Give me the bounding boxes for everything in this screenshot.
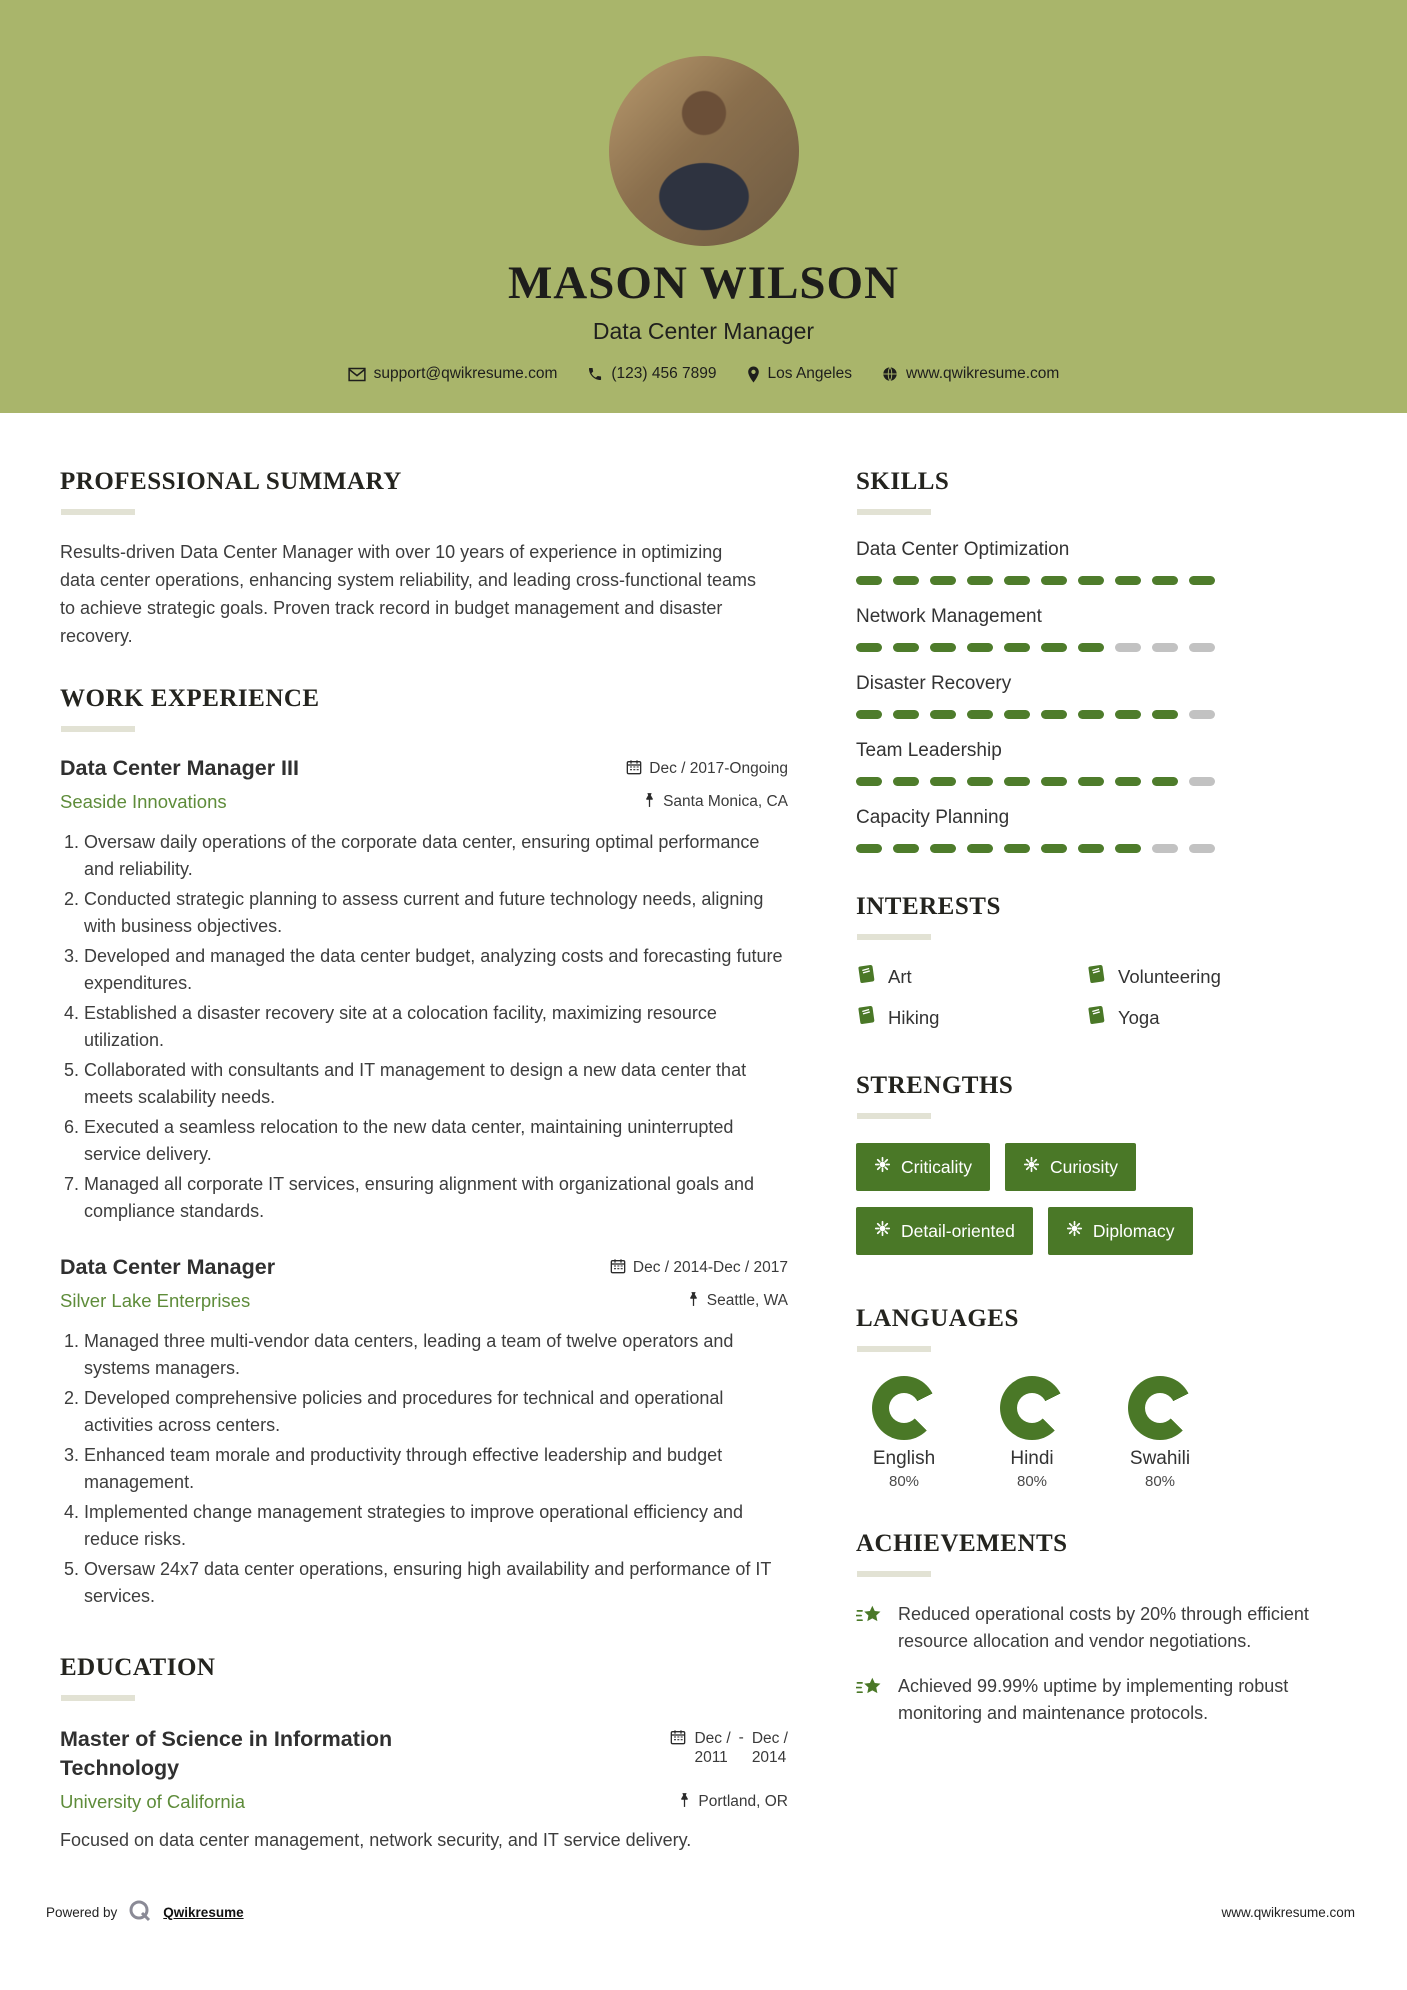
- skill-level-segment: [1004, 777, 1030, 786]
- skill-name: Team Leadership: [856, 740, 1002, 761]
- skill-level-segment: [930, 576, 956, 585]
- qwikresume-logo-icon: [127, 1898, 153, 1927]
- skill-level-segment: [1115, 643, 1141, 652]
- starburst-icon: [874, 1220, 891, 1242]
- language-progress-ring: [872, 1376, 936, 1440]
- interests-heading: INTERESTS: [856, 893, 1001, 920]
- contact-text: (123) 456 7899: [611, 365, 717, 382]
- skill-level-segment: [967, 576, 993, 585]
- achievement-item: [856, 1601, 1355, 1655]
- language-progress-ring: [1000, 1376, 1064, 1440]
- date-text: Dec /: [751, 1729, 788, 1747]
- strength-badge: [856, 1143, 990, 1191]
- languages-heading: LANGUAGES: [856, 1305, 1019, 1332]
- contact-item[interactable]: [747, 365, 852, 383]
- section-rule: [857, 934, 931, 940]
- skill-level-segment: [1189, 643, 1215, 652]
- skill-level-segment: [1152, 777, 1178, 786]
- interest-item: [1086, 1005, 1316, 1030]
- left-column: [60, 468, 788, 1888]
- pin-icon: [678, 1792, 691, 1813]
- job-title: Data Center Manager: [60, 1254, 276, 1279]
- skill-level-segment: [1004, 710, 1030, 719]
- skill-level-segment: [1115, 777, 1141, 786]
- skill-item: [856, 606, 1355, 652]
- date-separator: -: [738, 1728, 744, 1746]
- site-link[interactable]: www.qwikresume.com: [1221, 1905, 1355, 1920]
- book-icon: [1086, 964, 1106, 989]
- job-entry: [60, 1255, 788, 1610]
- experience-bullet: 4. Implemented change management strategies to improve operational efficiency and reduce risks.: [84, 1499, 788, 1553]
- contact-text: Los Angeles: [767, 365, 852, 382]
- skill-level-meter: [856, 777, 1355, 786]
- experience-bullet: 2. Conducted strategic planning to assess current and future technology needs, aligning with business objectives.: [84, 886, 788, 940]
- skill-name: Network Management: [856, 606, 1042, 627]
- language-name: Swahili: [1129, 1448, 1191, 1469]
- experience-bullet: 1. Managed three multi-vendor data centers, leading a team of twelve operators and systems managers.: [84, 1328, 788, 1382]
- skill-level-segment: [967, 643, 993, 652]
- achievement-star-icon: [856, 1601, 884, 1655]
- section-rule: [61, 1695, 135, 1701]
- strength-label: Detail-oriented: [901, 1220, 1015, 1241]
- education-section: [60, 1654, 788, 1854]
- skill-level-segment: [856, 844, 882, 853]
- skills-heading: SKILLS: [856, 468, 950, 495]
- language-name: English: [872, 1448, 936, 1469]
- language-progress-ring: [1128, 1376, 1192, 1440]
- section-rule: [857, 1571, 931, 1577]
- job-bullet-list: [60, 829, 788, 1225]
- experience-bullet: 3. Developed and managed the data center budget, analyzing costs and forecasting future expenditures.: [84, 943, 788, 997]
- language-item: [1112, 1376, 1208, 1490]
- skill-level-segment: [1152, 844, 1178, 853]
- location-icon: [747, 366, 760, 383]
- contact-item[interactable]: [348, 365, 558, 383]
- job-location-text: Santa Monica, CA: [663, 793, 788, 811]
- languages-row: [856, 1376, 1355, 1490]
- skill-level-segment: [1189, 844, 1215, 853]
- powered-by-label: Powered by: [46, 1905, 118, 1920]
- skill-level-segment: [1041, 576, 1067, 585]
- header-band: [0, 0, 1407, 413]
- skill-name: Disaster Recovery: [856, 673, 1012, 694]
- calendar-icon: [626, 759, 642, 780]
- skill-level-segment: [1078, 710, 1104, 719]
- strength-label: Curiosity: [1049, 1156, 1119, 1177]
- skill-level-segment: [1115, 576, 1141, 585]
- section-rule: [857, 1346, 931, 1352]
- date-text: Dec /: [694, 1729, 731, 1747]
- skill-level-segment: [856, 643, 882, 652]
- education-date-end: [752, 1729, 788, 1768]
- skill-level-segment: [1078, 643, 1104, 652]
- section-rule: [61, 726, 135, 732]
- experience-bullet: 3. Enhanced team morale and productivity through effective leadership and budget management.: [84, 1442, 788, 1496]
- strength-badge: [856, 1207, 1033, 1255]
- strengths-list: [856, 1143, 1276, 1271]
- experience-bullet: 5. Oversaw 24x7 data center operations, ensuring high availability and performance of IT services.: [84, 1556, 788, 1610]
- content-columns: [0, 413, 1407, 1888]
- person-job-title: Data Center Manager: [592, 318, 815, 344]
- skill-level-segment: [967, 777, 993, 786]
- skill-level-segment: [856, 710, 882, 719]
- contact-item[interactable]: [587, 365, 716, 383]
- email-icon: [348, 367, 366, 382]
- experience-bullet: 2. Developed comprehensive policies and procedures for technical and operational activities across centers.: [84, 1385, 788, 1439]
- section-rule: [61, 509, 135, 515]
- date-text: 2014: [751, 1748, 787, 1766]
- skill-level-meter: [856, 576, 1355, 585]
- experience-bullet: 5. Collaborated with consultants and IT management to design a new data center that meets scalability needs.: [84, 1057, 788, 1111]
- achievement-text: Reduced operational costs by 20% through efficient resource allocation and vendor negotiations.: [898, 1604, 1309, 1651]
- skill-level-segment: [930, 844, 956, 853]
- section-rule: [857, 509, 931, 515]
- skill-level-meter: [856, 844, 1355, 853]
- experience-bullet: 6. Executed a seamless relocation to the new data center, maintaining uninterrupted service delivery.: [84, 1114, 788, 1168]
- skill-level-segment: [1189, 777, 1215, 786]
- job-date-text: Dec / 2014-Dec / 2017: [632, 1259, 788, 1277]
- education-heading: EDUCATION: [60, 1653, 216, 1681]
- person-name: MASON WILSON: [507, 257, 900, 309]
- skill-item: [856, 673, 1355, 719]
- interests-grid: [856, 964, 1355, 1030]
- interests-section: [856, 893, 1355, 1030]
- language-percent: 80%: [1016, 1473, 1048, 1490]
- strength-label: Criticality: [901, 1156, 972, 1177]
- experience-bullet: 7. Managed all corporate IT services, ensuring alignment with organizational goals and compliance standards.: [84, 1171, 788, 1225]
- achievement-item: [856, 1673, 1355, 1727]
- skill-level-segment: [930, 777, 956, 786]
- strengths-section: [856, 1072, 1355, 1271]
- skill-item: [856, 539, 1355, 585]
- skill-level-segment: [1189, 710, 1215, 719]
- skill-level-segment: [1152, 643, 1178, 652]
- starburst-icon: [874, 1156, 891, 1178]
- skill-level-segment: [1115, 844, 1141, 853]
- strength-badge: [1048, 1207, 1193, 1255]
- contact-row: [0, 365, 1407, 383]
- skill-level-segment: [930, 643, 956, 652]
- achievements-list: [856, 1601, 1355, 1727]
- company-name: Seaside Innovations: [60, 790, 227, 812]
- summary-section: [60, 468, 788, 651]
- skill-level-segment: [893, 844, 919, 853]
- skill-name: Data Center Optimization: [856, 539, 1070, 560]
- interest-label: Hiking: [888, 1006, 940, 1028]
- skill-level-segment: [1115, 710, 1141, 719]
- skill-level-meter: [856, 643, 1355, 652]
- footer: [46, 1898, 1355, 1927]
- education-date-start: [694, 1729, 730, 1768]
- skill-level-segment: [893, 576, 919, 585]
- skill-level-segment: [893, 710, 919, 719]
- interest-label: Volunteering: [1118, 965, 1221, 987]
- starburst-icon: [1066, 1220, 1083, 1242]
- interest-label: Yoga: [1118, 1006, 1160, 1028]
- skill-level-segment: [1004, 643, 1030, 652]
- achievements-section: [856, 1530, 1355, 1727]
- achievements-heading: ACHIEVEMENTS: [856, 1530, 1068, 1557]
- skill-level-meter: [856, 710, 1355, 719]
- degree-title: Master of Science in Information Technology: [60, 1726, 393, 1780]
- skill-level-segment: [1078, 576, 1104, 585]
- book-icon: [1086, 1005, 1106, 1030]
- starburst-icon: [1023, 1156, 1040, 1178]
- language-percent: 80%: [1144, 1473, 1176, 1490]
- experience-bullet: 1. Oversaw daily operations of the corporate data center, ensuring optimal performance and reliability.: [84, 829, 788, 883]
- skill-level-segment: [1189, 576, 1215, 585]
- skill-level-segment: [967, 710, 993, 719]
- skill-level-segment: [893, 777, 919, 786]
- education-description: Focused on data center management, network security, and IT service delivery.: [60, 1829, 692, 1850]
- strength-badge: [1005, 1143, 1136, 1191]
- school-name: University of California: [60, 1790, 246, 1812]
- job-date: [626, 759, 788, 780]
- job-entry: [60, 756, 788, 1225]
- job-date-text: Dec / 2017-Ongoing: [649, 760, 788, 778]
- skill-level-segment: [856, 777, 882, 786]
- job-location: [643, 792, 788, 813]
- strength-label: Diplomacy: [1092, 1220, 1175, 1241]
- achievement-text: Achieved 99.99% uptime by implementing robust monitoring and maintenance protocols.: [898, 1676, 1289, 1723]
- education-location: [678, 1792, 788, 1813]
- contact-item[interactable]: [882, 365, 1059, 383]
- work-heading: WORK EXPERIENCE: [60, 684, 320, 712]
- skill-level-segment: [856, 576, 882, 585]
- interest-item: [856, 1005, 1086, 1030]
- skills-list: [856, 539, 1355, 853]
- work-section: [60, 685, 788, 1610]
- phone-icon: [587, 366, 603, 382]
- summary-text: Results-driven Data Center Manager with over 10 years of experience in optimizing data center operations, enhancing system reliability, and leading cross-functional teams to achieve strategic goals. Proven track record in budget management and disaster recovery.: [60, 542, 757, 646]
- interest-item: [856, 964, 1086, 989]
- language-name: Hindi: [1010, 1448, 1054, 1469]
- profile-photo: [609, 56, 799, 246]
- skill-level-segment: [1041, 710, 1067, 719]
- job-bullet-list: [60, 1328, 788, 1610]
- contact-text: www.qwikresume.com: [906, 365, 1060, 382]
- skill-level-segment: [1152, 710, 1178, 719]
- right-column: [856, 468, 1355, 1888]
- pin-icon: [687, 1291, 700, 1312]
- skill-level-segment: [1004, 576, 1030, 585]
- globe-icon: [882, 366, 898, 382]
- language-item: [984, 1376, 1080, 1490]
- interest-item: [1086, 964, 1316, 989]
- languages-section: [856, 1305, 1355, 1490]
- book-icon: [856, 1005, 876, 1030]
- strengths-heading: STRENGTHS: [856, 1072, 1014, 1099]
- language-percent: 80%: [888, 1473, 920, 1490]
- skill-level-segment: [1152, 576, 1178, 585]
- skill-level-segment: [1041, 643, 1067, 652]
- skill-level-segment: [1004, 844, 1030, 853]
- summary-heading: PROFESSIONAL SUMMARY: [60, 468, 402, 495]
- skill-level-segment: [893, 643, 919, 652]
- language-item: [856, 1376, 952, 1490]
- skill-level-segment: [1078, 844, 1104, 853]
- section-rule: [857, 1113, 931, 1119]
- skill-level-segment: [930, 710, 956, 719]
- pin-icon: [643, 792, 656, 813]
- skills-section: [856, 468, 1355, 853]
- skill-name: Capacity Planning: [856, 807, 1010, 828]
- skill-item: [856, 807, 1355, 853]
- skill-level-segment: [967, 844, 993, 853]
- skill-level-segment: [1041, 844, 1067, 853]
- interest-label: Art: [888, 965, 912, 987]
- job-title: Data Center Manager III: [60, 755, 299, 780]
- job-location: [687, 1291, 788, 1312]
- job-date: [610, 1258, 788, 1279]
- company-name: Silver Lake Enterprises: [60, 1289, 251, 1311]
- experience-bullet: 4. Established a disaster recovery site at a colocation facility, maximizing resource utilization.: [84, 1000, 788, 1054]
- achievement-star-icon: [856, 1673, 884, 1727]
- book-icon: [856, 964, 876, 989]
- contact-text: support@qwikresume.com: [373, 365, 558, 382]
- calendar-icon: [610, 1258, 626, 1279]
- education-location-text: Portland, OR: [698, 1793, 788, 1811]
- job-location-text: Seattle, WA: [706, 1292, 788, 1310]
- education-dates: [670, 1725, 788, 1783]
- brand-link[interactable]: Qwikresume: [163, 1905, 244, 1920]
- date-text: 2011: [694, 1748, 728, 1766]
- skill-level-segment: [1041, 777, 1067, 786]
- calendar-icon: [670, 1729, 686, 1750]
- skill-level-segment: [1078, 777, 1104, 786]
- skill-item: [856, 740, 1355, 786]
